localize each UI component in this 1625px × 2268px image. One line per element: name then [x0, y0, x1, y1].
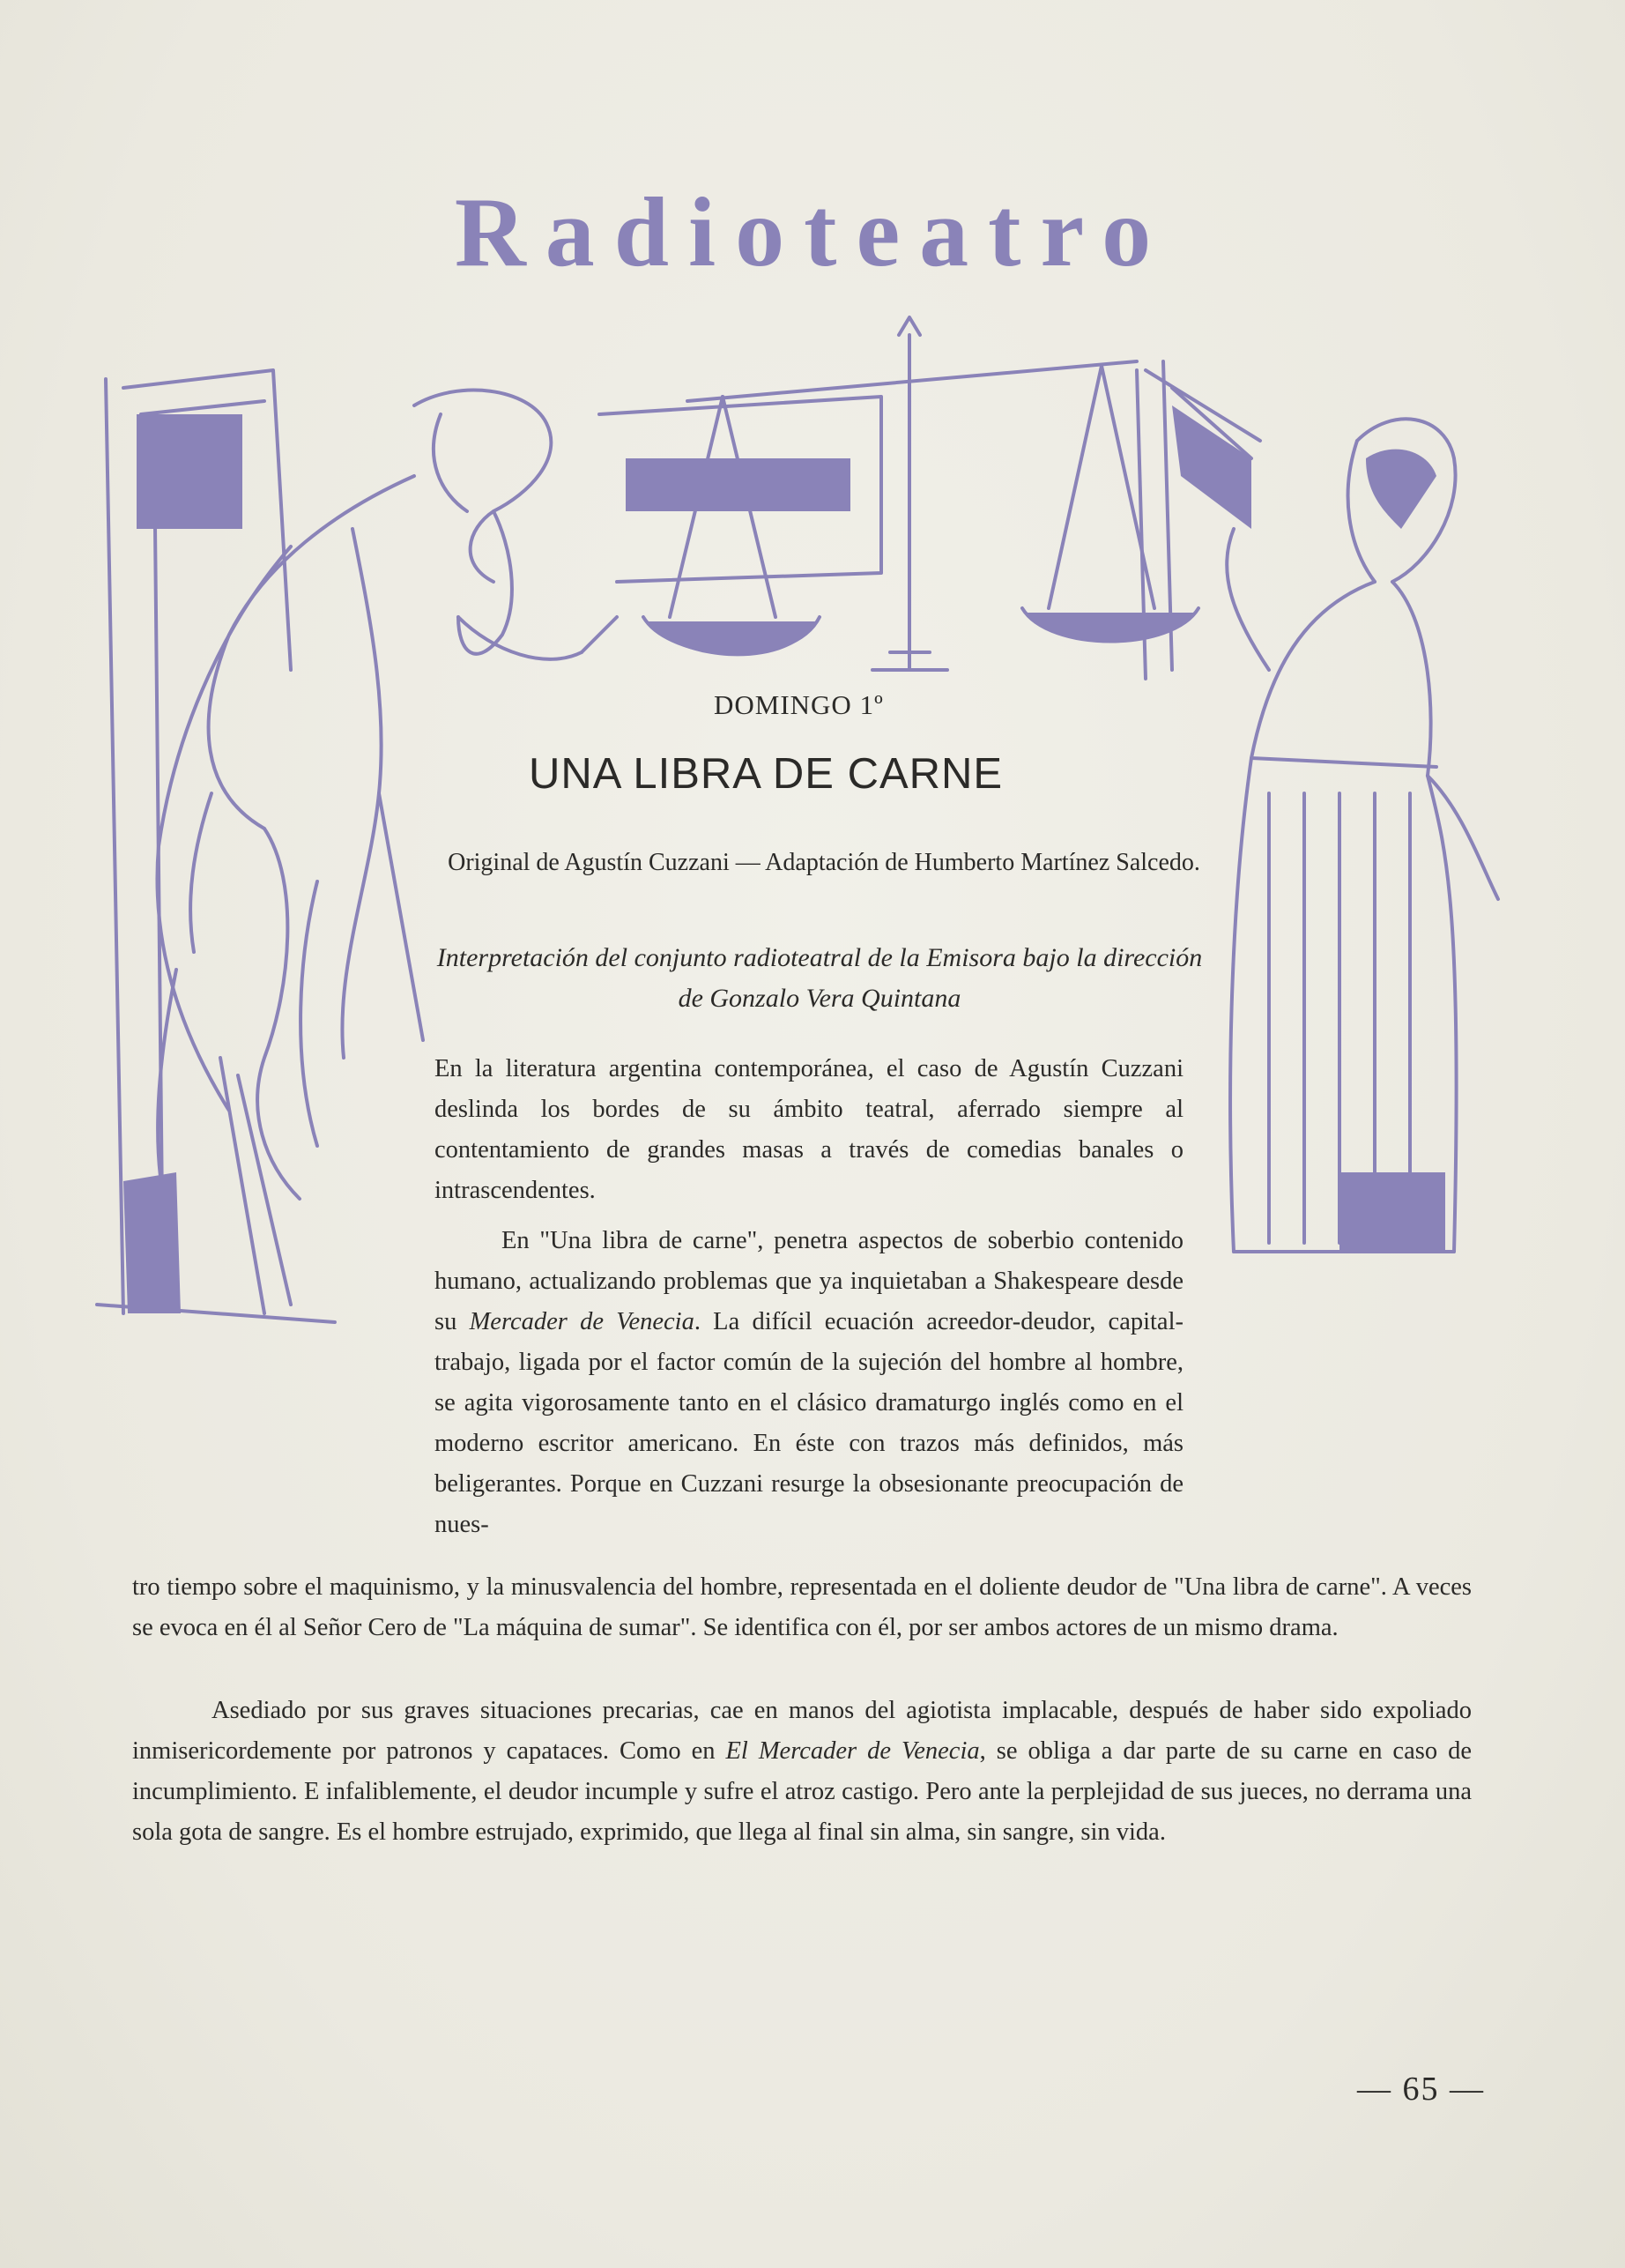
- woman-hair-icon: [1366, 450, 1436, 529]
- page-number: — 65 —: [1357, 2071, 1485, 2108]
- paragraph-2-text-a: En "Una libra de carne", penetra aspectos de soberbio contenido humano, actualizando problemas que ya inquietaban a Shakespeare desde su: [434, 1227, 1184, 1335]
- paragraph-4-work-title: El Mercader de Venecia: [725, 1737, 980, 1765]
- play-title: UNA LIBRA DE CARNE: [529, 750, 1004, 798]
- woman-figure-icon: [1227, 419, 1498, 1252]
- man-coat-tail-icon: [123, 1172, 181, 1313]
- scale-sign-icon: [626, 458, 850, 511]
- page-title: Radioteatro: [454, 178, 1171, 287]
- paragraph-4: [132, 1691, 1472, 1853]
- interpretation: Interpretación del conjunto radioteatral de la Emisora bajo la dirección de Gonzalo Vera Quintana: [436, 943, 1203, 1013]
- paragraph-4-text-b: , se obliga a dar parte de su carne en caso de incumplimiento. E infaliblemente, el deudor incumple y sufre el atroz castigo. Pero ante la perplejidad de sus jueces, no derrama una sola gota de sangre. Es el hombre estrujado, exprimido, que llega al final sin alma, sin sangre, sin vida.: [132, 1737, 1472, 1846]
- door-panel-left-icon: [137, 414, 242, 529]
- paragraph-3: tro tiempo sobre el maquinismo, y la minusvalencia del hombre, representada en el doliente deudor de "Una libra de carne". A veces se evoca en él al Señor Cero de "La máquina de sumar". Se identifica con él, por ser ambos actores de un mismo drama.: [132, 1573, 1472, 1641]
- scale-pan-left-icon: [648, 621, 815, 656]
- paragraph-2-text-b: . La difícil ecuación acreedor-deudor, capital-trabajo, ligada por el factor común de la sujeción del hombre al hombre, se agita vigorosamente tanto en el clásico dramaturgo inglés como en el moderno escritor americano. En éste con trazos más definidos, más beligerantes. Porque en Cuzzani resurge la obsesionante preocupación de nues-: [434, 1308, 1184, 1538]
- scale-pan-right-icon: [1027, 613, 1194, 643]
- paragraph-1: En la literatura argentina contemporánea, el caso de Agustín Cuzzani deslinda los bordes de su ámbito teatral, aferrado siempre al contentamiento de grandes masas a través de comedias banales o intrascendentes.: [434, 1055, 1184, 1204]
- paragraph-2: [434, 1221, 1184, 1545]
- credits: Original de Agustín Cuzzani — Adaptación de Humberto Martínez Salcedo.: [448, 849, 1200, 876]
- program-date: DOMINGO 1º: [714, 689, 884, 720]
- woman-skirt-hem-icon: [1339, 1172, 1445, 1252]
- paragraph-4-text-a: Asediado por sus graves situaciones precarias, cae en manos del agiotista implacable, después de haber sido expoliado inmisericordemente por patronos y capataces. Como en: [132, 1697, 1472, 1765]
- paragraph-2-work-title: Mercader de Venecia: [469, 1308, 694, 1335]
